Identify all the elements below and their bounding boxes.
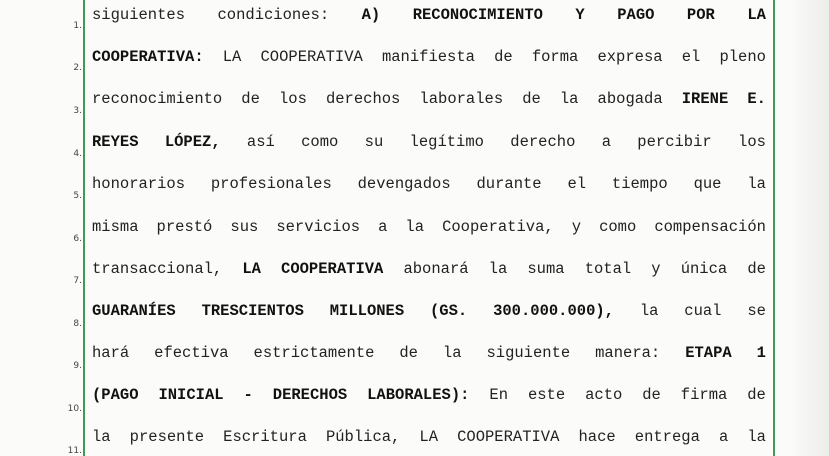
line-number: 6. [73, 234, 82, 244]
word: de [642, 386, 661, 404]
word: de [399, 344, 418, 362]
text-line [92, 133, 766, 159]
bold-word: PAGO [617, 6, 655, 24]
word: expresa [597, 48, 663, 66]
text-line [92, 428, 766, 454]
word: firma [680, 386, 728, 404]
text-line [92, 302, 766, 328]
line-number: 10. [67, 404, 82, 414]
word: la [747, 428, 766, 446]
page-edge-shadow [789, 0, 829, 456]
word: la [405, 218, 425, 236]
bold-word: (PAGO [92, 386, 139, 404]
word: como [301, 133, 339, 151]
word: la [747, 175, 766, 193]
text-line [92, 175, 766, 201]
word: siguientes [92, 6, 186, 24]
word: tiempo [611, 175, 668, 193]
bold-word: INICIAL [158, 386, 224, 404]
word: transaccional, [92, 260, 223, 278]
word: y [651, 260, 661, 278]
word: En [489, 386, 508, 404]
line-number: 3. [73, 106, 82, 116]
word: sus [230, 218, 259, 236]
word: el [681, 48, 701, 66]
bold-word: MILLONES [329, 302, 405, 320]
word: LA [419, 428, 439, 446]
word: de [747, 260, 766, 278]
word: este [527, 386, 566, 404]
bold-word: E. [747, 90, 766, 108]
text-line [92, 48, 766, 74]
word: legítimo [409, 133, 484, 151]
word: Pública, [325, 428, 401, 446]
word: acto [585, 386, 623, 404]
bold-word: ETAPA [685, 344, 732, 362]
word: pleno [719, 48, 766, 66]
bold-word: COOPERATIVA: [92, 48, 204, 66]
word: durante [476, 175, 542, 193]
word: la [92, 428, 111, 446]
word: honorarios [92, 175, 186, 193]
line-number-column [0, 0, 82, 456]
word: a [718, 428, 729, 446]
line-number: 8. [73, 319, 82, 329]
word: abogada [597, 90, 663, 108]
word: única [680, 260, 728, 278]
bold-word: A) [361, 6, 381, 24]
bold-word: POR [686, 6, 715, 24]
word: hace [578, 428, 616, 446]
word: devengados [357, 175, 451, 193]
word: cual [684, 302, 722, 320]
word: condiciones: [217, 6, 330, 24]
word: así [246, 133, 275, 151]
line-number: 2. [73, 63, 82, 73]
word: que [693, 175, 722, 193]
word: servicios [276, 218, 361, 236]
word: LA [222, 48, 242, 66]
word: COOPERATIVA [260, 48, 363, 66]
word: la [488, 260, 508, 278]
word: de [241, 90, 260, 108]
line-number: 1. [73, 21, 82, 31]
word: a [601, 133, 611, 151]
word: se [747, 302, 766, 320]
word: compensación [654, 218, 766, 236]
word: el [567, 175, 587, 193]
word: de [522, 90, 541, 108]
word: hará [92, 344, 130, 362]
word: derecho [510, 133, 576, 151]
word: la [559, 90, 579, 108]
word: Escritura [223, 428, 307, 446]
bold-word: RECONOCIMIENTO [412, 6, 543, 24]
bold-word: - [243, 386, 253, 404]
word: suma [527, 260, 565, 278]
word: derechos [325, 90, 401, 108]
word: efectiva [154, 344, 229, 362]
line-number: 7. [73, 276, 82, 286]
bold-word: REYES [92, 133, 139, 151]
word: la [639, 302, 659, 320]
word: abonará [403, 260, 469, 278]
word: misma [92, 218, 139, 236]
bold-word: Y [575, 6, 585, 24]
line-number: 9. [73, 361, 82, 371]
word: manifiesta [381, 48, 475, 66]
word: de [494, 48, 513, 66]
bold-word: (GS. [430, 302, 468, 320]
word: entrega [634, 428, 700, 446]
word: total [584, 260, 632, 278]
word: manera: [595, 344, 661, 362]
word: laborales [419, 90, 504, 108]
bold-word: TRESCIENTOS [201, 302, 304, 320]
word: estrictamente [253, 344, 375, 362]
text-line [92, 344, 766, 370]
bold-word: COOPERATIVA [281, 260, 384, 278]
word: COOPERATIVA [457, 428, 560, 446]
bold-word: LÓPEZ, [164, 133, 221, 151]
word: su [364, 133, 384, 151]
text-line [92, 90, 766, 116]
word: forma [531, 48, 579, 66]
line-number: 11. [67, 446, 82, 456]
word: y [571, 218, 582, 236]
word: reconocimiento [92, 90, 223, 108]
bold-word: 1 [756, 344, 766, 362]
word: siguiente [486, 344, 571, 362]
word: presente [129, 428, 205, 446]
bold-word: DERECHOS [272, 386, 348, 404]
line-number: 5. [73, 191, 82, 201]
bold-word: LA [242, 260, 261, 278]
word: a [378, 218, 388, 236]
word: los [738, 133, 766, 151]
text-line [92, 260, 766, 286]
bold-word: LABORALES): [367, 386, 470, 404]
bold-word: 300.000.000), [493, 302, 614, 320]
word: de [747, 386, 766, 404]
bold-word: IRENE [681, 90, 729, 108]
bold-word: GUARANÍES [92, 302, 176, 320]
text-line [92, 6, 766, 32]
word: los [278, 90, 307, 108]
bold-word: LA [747, 6, 766, 24]
text-line [92, 386, 766, 412]
word: Cooperativa, [442, 218, 554, 236]
line-number: 4. [73, 149, 82, 159]
text-line [92, 218, 766, 244]
word: profesionales [210, 175, 332, 193]
word: percibir [637, 133, 712, 151]
word: la [442, 344, 462, 362]
word: prestó [156, 218, 213, 236]
word: como [599, 218, 637, 236]
